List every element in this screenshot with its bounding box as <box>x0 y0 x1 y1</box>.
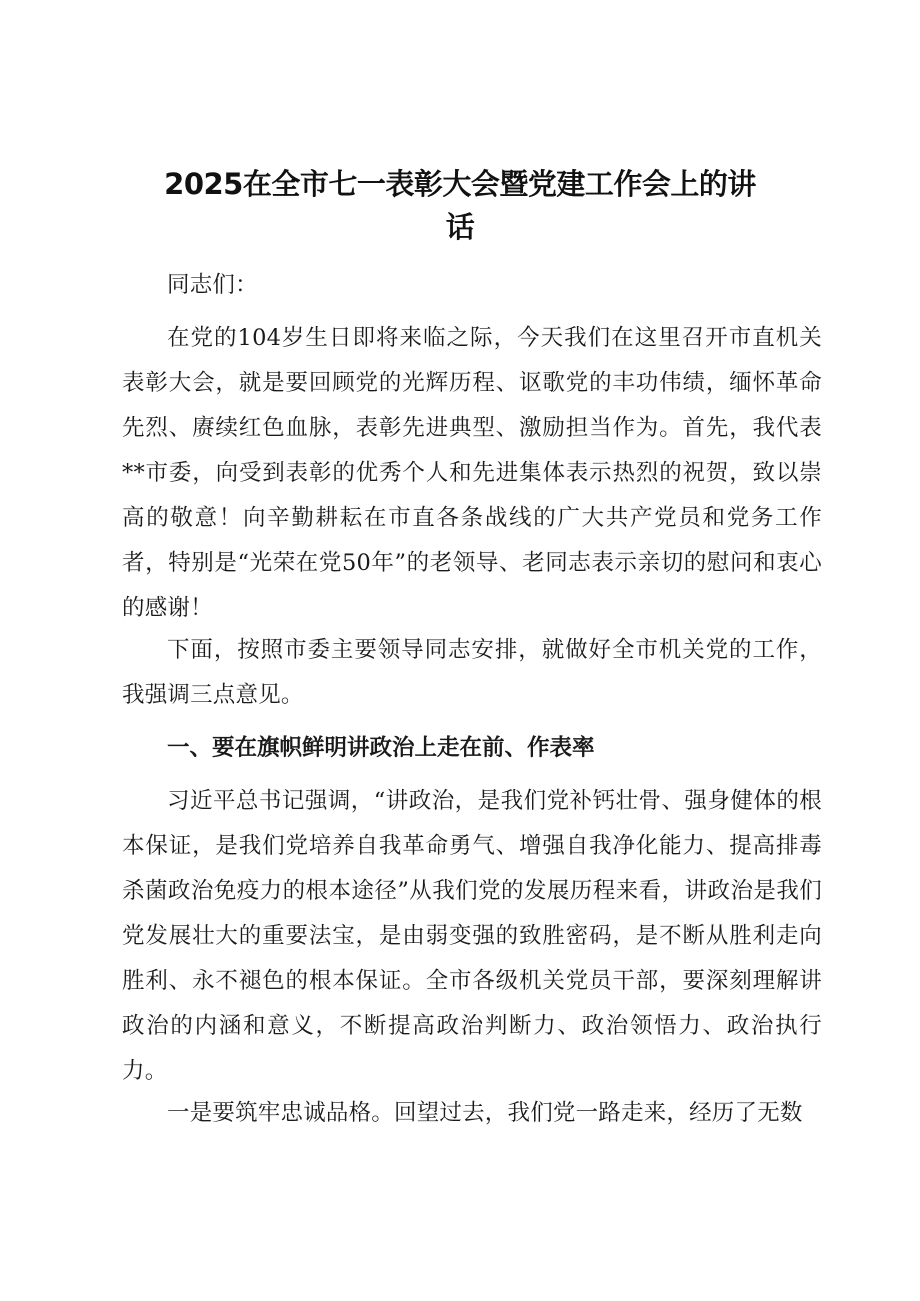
paragraph-intro-points: 下面，按照市委主要领导同志安排，就做好全市机关党的工作，我强调三点意见。 <box>122 637 822 708</box>
document-title: 2025在全市七一表彰大会暨党建工作会上的讲话 <box>164 167 756 244</box>
section-heading-1: 一、要在旗帜鲜明讲政治上走在前、作表率 <box>167 735 595 761</box>
paragraph-opening: 在党的104岁生日即将来临之际，今天我们在这里召开市直机关表彰大会，就是要回顾党的光辉历程、讴歌党的丰功伟绩，缅怀革命先烈、赓续红色血脉，表彰先进典型、激励担当作为。首先，我代表**市委，向受到表彰的优秀个人和先进集体表示热烈的祝贺，致以崇高的敬意！向辛勤耕耘在市直各条战线的广大共产党员和党务工作者，特别是“光荣在党50年”的老领导、老同志表示亲切的慰问和衷心的感谢！ <box>122 325 822 621</box>
salutation: 同志们： <box>167 272 258 298</box>
paragraph-section-1-point-1: 一是要筑牢忠诚品格。回望过去，我们党一路走来，经历了无数 <box>167 1100 803 1126</box>
paragraph-section-1-body: 习近平总书记强调，“讲政治，是我们党补钙壮骨、强身健体的根本保证，是我们党培养自我革命勇气、增强自我净化能力、提高排毒杀菌政治免疫力的根本途径”从我们党的发展历程来看，讲政治是我们党发展壮大的重要法宝，是由弱变强的致胜密码，是不断从胜利走向胜利、永不褪色的根本保证。全市各级机关党员干部，要深刻理解讲政治的内涵和意义，不断提高政治判断力、政治领悟力、政治执行力。 <box>122 788 822 1084</box>
